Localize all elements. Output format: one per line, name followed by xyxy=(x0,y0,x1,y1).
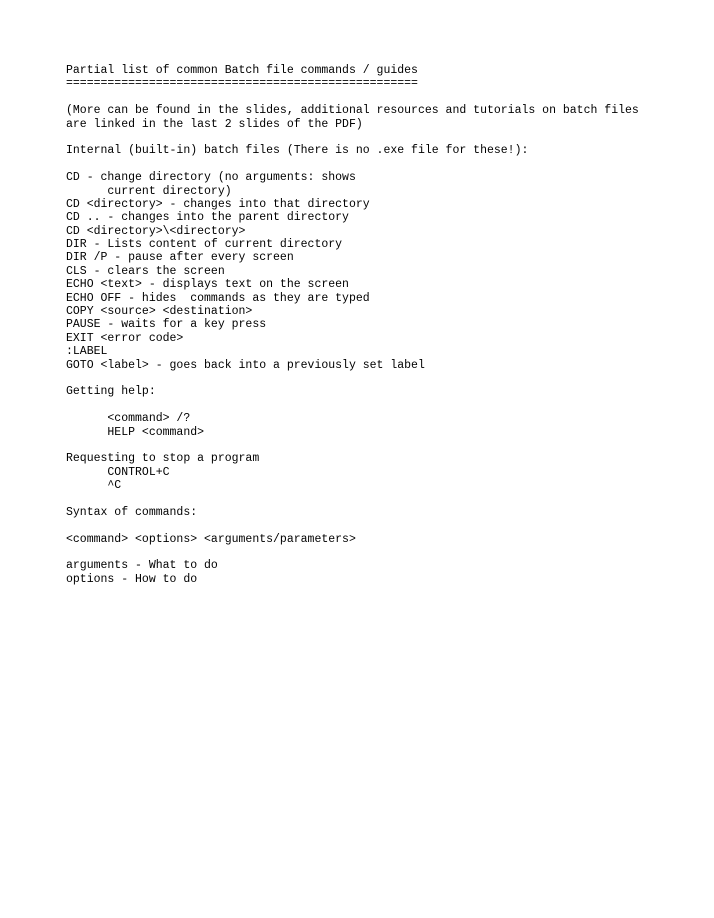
command-line: CD <directory> - changes into that directory xyxy=(66,197,370,211)
section-heading-help: Getting help: xyxy=(66,385,156,399)
note-line: are linked in the last 2 slides of the PDF) xyxy=(66,117,363,131)
command-line: COPY <source> <destination> xyxy=(66,305,253,319)
command-line: EXIT <error code> xyxy=(66,331,184,345)
blank-line xyxy=(66,493,706,506)
stop-line: CONTROL+C xyxy=(66,465,170,479)
command-line: ECHO <text> - displays text on the screen xyxy=(66,278,349,292)
section-heading-syntax: Syntax of commands: xyxy=(66,505,198,519)
blank-line xyxy=(66,372,706,385)
blank-line xyxy=(66,519,706,532)
section-heading-internal: Internal (built-in) batch files (There is no .exe file for these!): xyxy=(66,144,529,158)
command-line: CD - change directory (no arguments: shows xyxy=(66,171,356,185)
syntax-line: <command> <options> <arguments/parameters> xyxy=(66,532,356,546)
command-line: DIR - Lists content of current directory xyxy=(66,238,343,252)
command-line: current directory) xyxy=(66,184,232,198)
document-text xyxy=(66,64,706,586)
title-underline: =================================================== xyxy=(66,77,418,91)
command-line: DIR /P - pause after every screen xyxy=(66,251,294,265)
command-line: :LABEL xyxy=(66,345,108,359)
section-heading-stop: Requesting to stop a program xyxy=(66,452,260,466)
command-line: CD <directory>\<directory> xyxy=(66,224,246,238)
definition-line: arguments - What to do xyxy=(66,559,218,573)
blank-line xyxy=(66,546,706,559)
blank-line xyxy=(66,91,706,104)
blank-line xyxy=(66,131,706,144)
command-line: ECHO OFF - hides commands as they are typed xyxy=(66,291,370,305)
blank-line xyxy=(66,439,706,452)
document-title: Partial list of common Batch file commands / guides xyxy=(66,64,418,77)
command-line: GOTO <label> - goes back into a previously set label xyxy=(66,358,425,372)
note-line: (More can be found in the slides, additional resources and tutorials on batch files xyxy=(66,104,639,118)
help-line: HELP <command> xyxy=(66,425,205,439)
help-line: <command> /? xyxy=(66,412,191,426)
command-line: CLS - clears the screen xyxy=(66,264,225,278)
stop-line: ^C xyxy=(66,479,122,493)
command-line: PAUSE - waits for a key press xyxy=(66,318,267,332)
blank-line xyxy=(66,158,706,171)
blank-line xyxy=(66,399,706,412)
definition-line: options - How to do xyxy=(66,572,198,586)
command-line: CD .. - changes into the parent directory xyxy=(66,211,349,225)
